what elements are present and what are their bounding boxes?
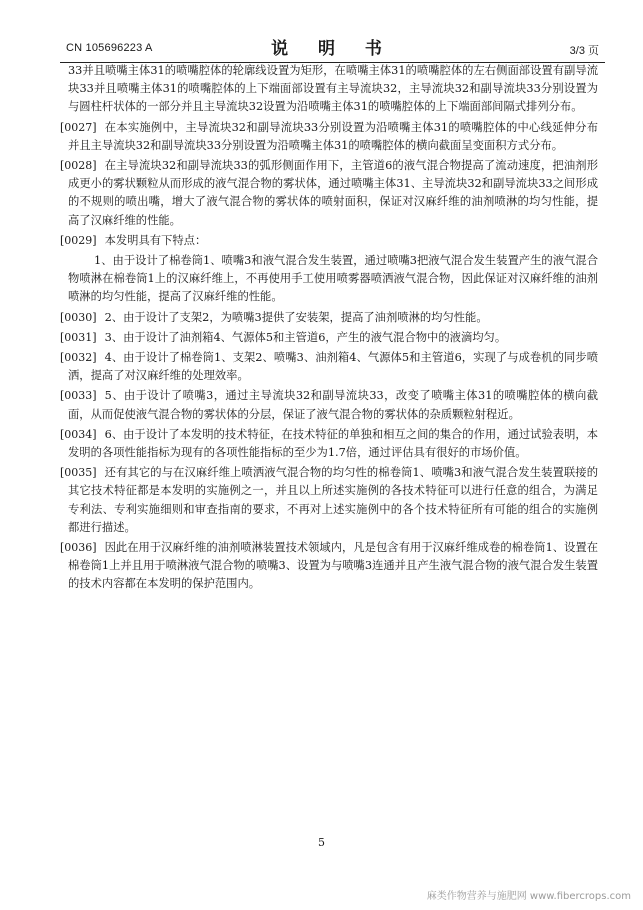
paragraph-text: 1、由于设计了棉卷筒1、喷嘴3和液气混合发生装置，通过喷嘴3把液气混合发生装置产生的液气混合物喷淋在棉卷筒1上的汉麻纤维上，不再使用手工使用喷雾器喷洒液气混合物，因此保证对汉麻纤维的油剂喷淋的均匀性能，提高了汉麻纤维的性能。 [68,254,598,304]
paragraph-text: 2、由于设计了支架2，为喷嘴3提供了安装架，提高了油剂喷淋的均匀性能。 [104,310,488,324]
paragraph-number: [0035] [60,466,97,480]
page-number: 5 [318,836,325,849]
paragraph-0036 [60,539,598,594]
publication-number: CN 105696223 A [66,42,153,54]
page-indicator: 3/3 页 [569,45,599,57]
paragraph-number: [0032] [60,351,97,365]
paragraph-feature-1 [68,252,598,307]
paragraph-text: 本发明具有下特点： [104,233,207,247]
paragraph-number: [0031] [60,330,97,344]
paragraph-0035 [60,464,598,537]
paragraph-0030 [60,309,598,327]
paragraph-continuation [68,62,598,117]
document-header [60,32,605,63]
paragraph-0028 [60,157,598,230]
paragraph-text: 6、由于设计了本发明的技术特征，在技术特征的单独和相互之间的集合的作用，通过试验表明，本发明的各项性能指标为现有的各项性能指标的至少为1.7倍，通过评估具有很好的市场价值。 [68,427,598,460]
paragraph-0027 [60,119,598,155]
document-body [60,62,598,596]
paragraph-text: 还有其它的与在汉麻纤维上喷洒液气混合物的均匀性的棉卷筒1、喷嘴3和液气混合发生装置联接的其它技术特征都是本发明的实施例之一，并且以上所述实施例的各技术特征可以进行任意的组合，为满足专利法、专利实施细则和审查指南的要求，不再对上述实施例中的各个技术特征所有可能的组合的实施例都进行描述。 [68,466,598,534]
paragraph-0034 [60,426,598,462]
site-watermark: 麻类作物营养与施肥网 www.fibercrops.com [426,891,631,902]
paragraph-text: 因此在用于汉麻纤维的油剂喷淋装置技术领域内，凡是包含有用于汉麻纤维成卷的棉卷筒1、设置在棉卷筒1上并且用于喷淋液气混合物的喷嘴3、设置为与喷嘴3连通并且产生液气混合物的液气混合发生装置的技术内容都在本发明的保护范围内。 [68,541,598,591]
paragraph-text: 在主导流块32和副导流块33的弧形侧面作用下，主管道6的液气混合物提高了流动速度，把油剂形成更小的雾状颗粒从而形成的液气混合物的雾状体，通过喷嘴主体31、主导流块32和副导流块33之间形成的不规则的喷出嘴，增大了液气混合物的雾状体的喷射面积，保证对汉麻纤维的油剂喷淋的均匀性能，提高了汉麻纤维的性能。 [68,159,598,227]
paragraph-number: [0036] [60,541,97,555]
paragraph-text: 在本实施例中，主导流块32和副导流块33分别设置为沿喷嘴主体31的喷嘴腔体的中心线延伸分布并且主导流块32和副导流块33分别设置为沿喷嘴主体31的喷嘴腔体的横向截面呈变面积方式分布。 [68,120,598,152]
page-title: 说 明 书 [271,39,394,59]
paragraph-text: 3、由于设计了油剂箱4、气源体5和主管道6，产生的液气混合物中的液滴均匀。 [104,330,507,344]
paragraph-0033 [60,387,598,423]
paragraph-number: [0030] [60,310,97,324]
paragraph-number: [0027] [60,120,97,134]
paragraph-0029 [60,232,598,250]
paragraph-0031 [60,329,598,347]
paragraph-text: 5、由于设计了喷嘴3，通过主导流块32和副导流块33，改变了喷嘴主体31的喷嘴腔体的横向截面，从而促使液气混合物的雾状体的分层，保证了液气混合物的雾状体的杂质颗粒射程近。 [68,389,598,421]
paragraph-number: [0033] [60,389,97,403]
paragraph-0032 [60,349,598,385]
paragraph-number: [0034] [60,427,97,441]
paragraph-text: 4、由于设计了棉卷筒1、支架2、喷嘴3、油剂箱4、气源体5和主管道6，实现了与成卷机的同步喷洒，提高了对汉麻纤维的处理效率。 [68,351,598,383]
paragraph-number: [0028] [60,159,97,173]
paragraph-number: [0029] [60,233,97,247]
paragraph-text: 33并且喷嘴主体31的喷嘴腔体的轮廓线设置为矩形，在喷嘴主体31的喷嘴腔体的左右侧面部设置有副导流块33并且喷嘴主体31的喷嘴腔体的上下端面部设置有主导流块32，主导流块32和副导流块33分别设置为与圆柱杆状体的一部分并且主导流块32设置为沿喷嘴主体31的喷嘴腔体的上下端面部间隔式排列分布。 [68,64,598,114]
